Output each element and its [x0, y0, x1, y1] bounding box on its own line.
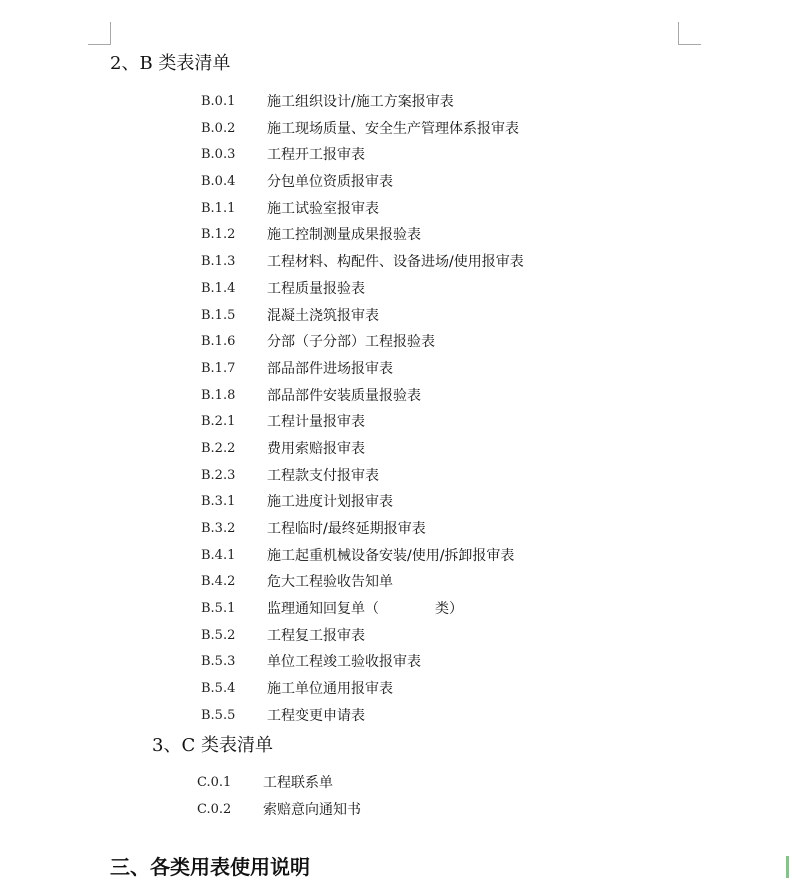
- item-code: B.0.1: [201, 94, 236, 109]
- item-code: B.1.5: [201, 307, 236, 323]
- item-code: B.5.4: [201, 681, 236, 697]
- item-code: B.5.1: [201, 601, 236, 617]
- item-title: 工程开工报审表: [267, 147, 365, 164]
- item-code: B.2.3: [201, 467, 236, 483]
- item-title: 施工试验室报审表: [267, 200, 379, 217]
- item-title: 危大工程验收告知单: [267, 574, 393, 591]
- item-code: B.1.7: [201, 360, 236, 376]
- item-code: B.5.2: [201, 627, 236, 643]
- item-code: B.0.3: [201, 147, 236, 163]
- item-code: B.0.2: [201, 120, 236, 136]
- item-title: 施工单位通用报审表: [267, 681, 393, 698]
- item-title: 索赔意向通知书: [263, 801, 361, 818]
- item-title: 施工起重机械设备安装/使用/拆卸报审表: [267, 547, 515, 564]
- item-code: B.1.6: [201, 334, 236, 350]
- item-code: B.2.1: [201, 414, 236, 430]
- item-code: B.3.2: [201, 521, 236, 536]
- crop-mark-top-right: [678, 22, 701, 45]
- item-title: 工程计量报审表: [267, 414, 365, 431]
- crop-mark-top-left: [88, 22, 111, 45]
- item-code: C.0.2: [197, 801, 232, 817]
- item-code: B.4.1: [201, 547, 236, 563]
- item-title: 工程材料、构配件、设备进场/使用报审表: [267, 254, 524, 271]
- item-title: 工程临时/最终延期报审表: [267, 521, 426, 537]
- item-code: B.1.3: [201, 254, 236, 270]
- item-title: 工程款支付报审表: [267, 467, 379, 484]
- item-title: 工程联系单: [263, 775, 333, 791]
- item-code: B.4.2: [201, 574, 236, 590]
- item-title: 分部（子分部）工程报验表: [267, 334, 435, 351]
- item-title: 工程变更申请表: [267, 707, 365, 724]
- item-code: B.1.8: [201, 387, 236, 403]
- item-code: B.1.1: [201, 200, 236, 216]
- item-title: 分包单位资质报审表: [267, 174, 393, 191]
- item-title: 部品部件进场报审表: [267, 360, 393, 377]
- section-3-heading: 三、各类用表使用说明: [110, 855, 310, 879]
- edge-indicator: [786, 856, 789, 878]
- item-title: 单位工程竣工验收报审表: [267, 654, 421, 671]
- item-title: 监理通知回复单（ 类）: [267, 601, 463, 618]
- item-title: 混凝土浇筑报审表: [267, 307, 379, 324]
- item-title: 施工进度计划报审表: [267, 494, 393, 511]
- item-title: 费用索赔报审表: [267, 440, 365, 457]
- section-c-heading: 3、C 类表清单: [152, 735, 273, 756]
- item-code: B.3.1: [201, 494, 236, 510]
- item-title: 工程质量报验表: [267, 280, 365, 297]
- item-code: B.2.2: [201, 440, 236, 456]
- item-title: 部品部件安装质量报验表: [267, 387, 421, 404]
- item-code: B.1.4: [201, 280, 236, 296]
- item-code: B.5.3: [201, 654, 236, 670]
- item-title: 施工组织设计/施工方案报审表: [267, 94, 454, 110]
- item-title: 施工控制测量成果报验表: [267, 227, 421, 244]
- item-title: 施工现场质量、安全生产管理体系报审表: [267, 120, 519, 137]
- item-title: 工程复工报审表: [267, 627, 365, 644]
- item-code: B.0.4: [201, 174, 236, 190]
- item-code: B.5.5: [201, 707, 236, 723]
- item-code: C.0.1: [197, 775, 232, 790]
- section-b-heading: 2、B 类表清单: [110, 53, 231, 74]
- item-code: B.1.2: [201, 227, 236, 243]
